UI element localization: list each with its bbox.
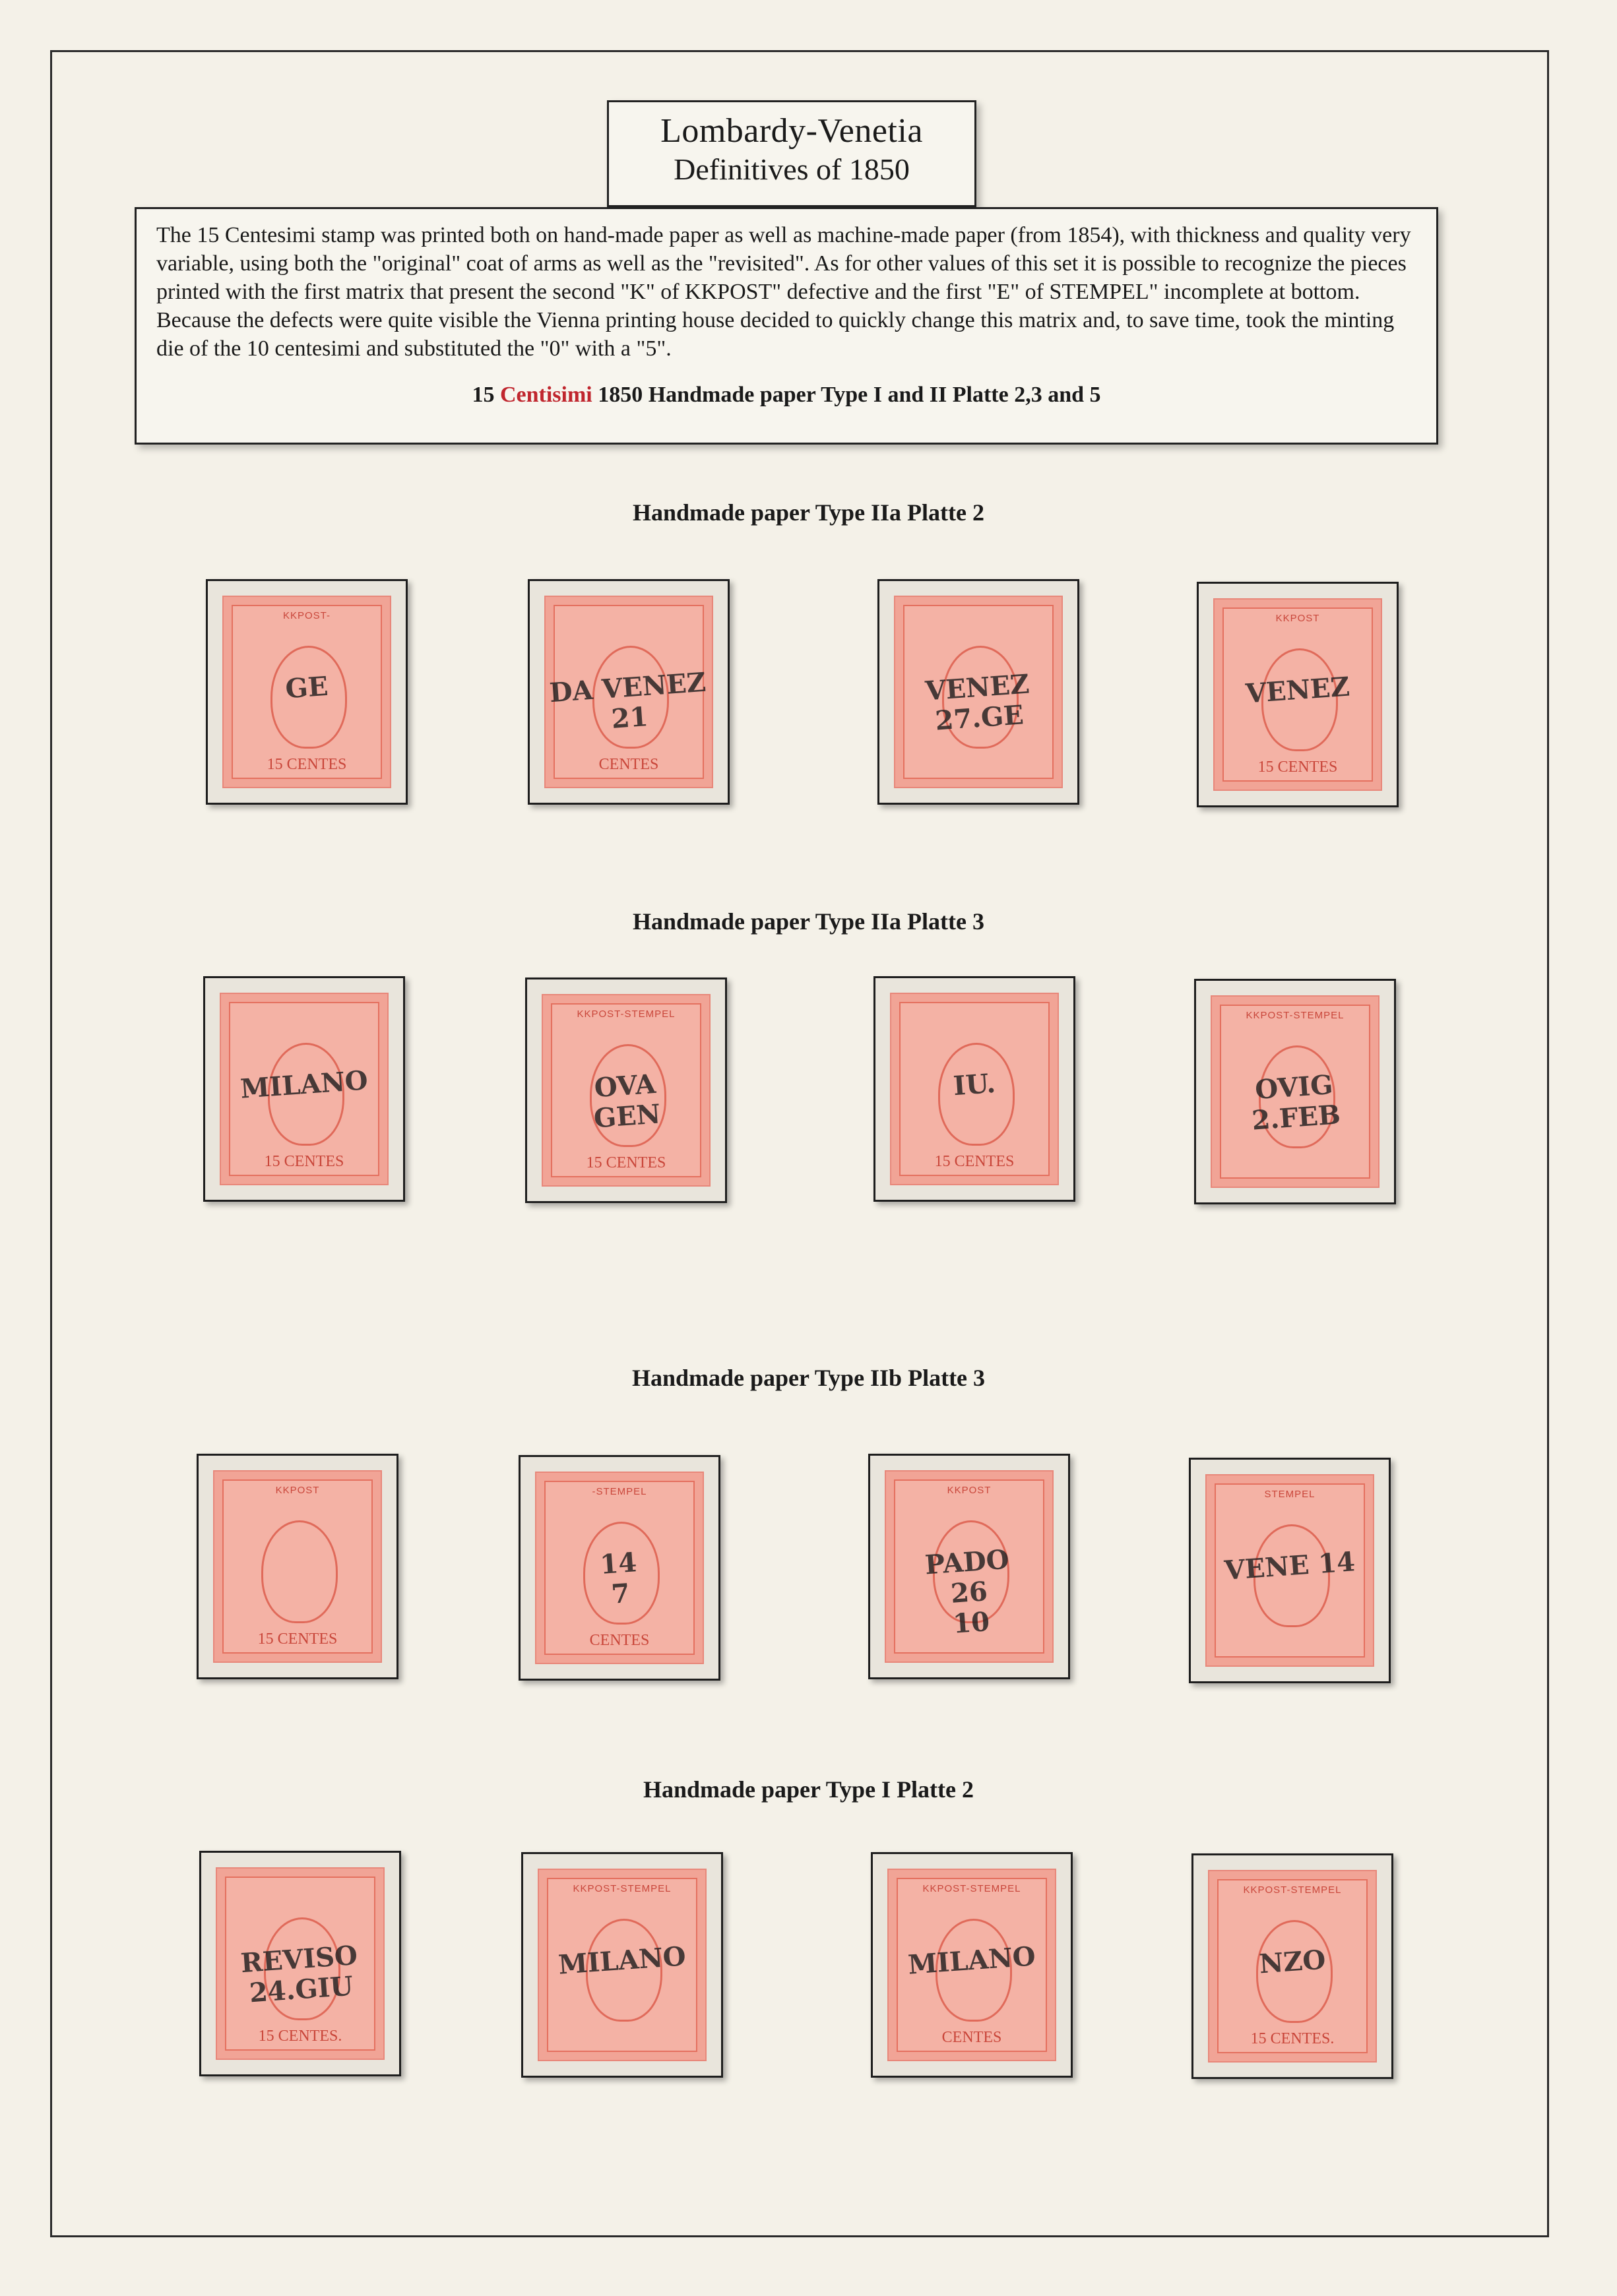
stamp-mount [525, 977, 727, 1203]
stamp-value: CENTES [589, 1632, 650, 1649]
stamp-value: 15 CENTES [267, 756, 347, 773]
stamp [1208, 1870, 1377, 2063]
heading-post: 1850 Handmade paper Type I and II Platte 2,3 and 5 [592, 383, 1101, 407]
stamp [222, 596, 391, 788]
stamp-mount [199, 1851, 401, 2076]
stamp-mount [528, 579, 730, 805]
cancel-mark: MILANO [906, 1940, 1037, 1981]
row-heading-3: Handmade paper Type IIb Platte 3 [631, 1365, 986, 1391]
stamp-top-text: KKPOST-STEMPEL [1246, 1010, 1345, 1021]
stamp [544, 596, 713, 788]
stamp-top-text: KKPOST-STEMPEL [577, 1008, 676, 1020]
heading-pre: 15 [472, 383, 500, 407]
stamp-top-text: KKPOST [947, 1485, 992, 1496]
stamp-value: 15 CENTES. [258, 2028, 342, 2045]
coat-of-arms-icon [261, 1520, 338, 1623]
stamp [538, 1869, 707, 2061]
stamp-mount [1197, 582, 1399, 807]
row-heading-4: Handmade paper Type I Platte 2 [643, 1776, 974, 1803]
cancel-mark: NZO [1258, 1944, 1327, 1980]
stamp-value: 15 CENTES [934, 1153, 1015, 1170]
stamp-value: CENTES [598, 756, 659, 773]
stamp-top-text: KKPOST [275, 1485, 320, 1496]
title-box [607, 100, 976, 207]
cancel-mark: PADO 26 10 [924, 1543, 1011, 1640]
stamp [220, 993, 389, 1185]
description-text: The 15 Centesimi stamp was printed both on hand-made paper as well as machine-made paper (from 1854), with thickness and quality very variable, using both the "original" coat of arms as well as the "revisited". As for other values of this set it is possible to recognize the pieces printed with the first matrix that present the second "K" of KKPOST" defective and the first "E" of STEMPEL" incomplete at bottom. Because the defects were quite visible the Vienna printing house decided to quickly change this matrix and, to save time, took the minting die of the 10 centesimi and substituted the "0" with a "5". [156, 223, 1411, 361]
stamp [890, 993, 1059, 1185]
stamp [1205, 1474, 1374, 1667]
stamp-mount [877, 579, 1079, 805]
stamp [894, 596, 1063, 788]
stamp-top-text: KKPOST- [282, 610, 331, 621]
stamp [885, 1470, 1054, 1663]
cancel-mark: OVA GEN [592, 1068, 662, 1134]
stamp-top-text: KKPOST-STEMPEL [573, 1883, 672, 1894]
stamp-value: 15 CENTES. [1250, 2030, 1335, 2047]
stamp [1213, 598, 1382, 791]
stamp [887, 1869, 1056, 2061]
stamp-mount [1191, 1853, 1393, 2079]
cancel-mark: VENEZ [1244, 671, 1351, 710]
row-heading-1: Handmade paper Type IIa Platte 2 [632, 499, 985, 526]
page-subtitle: Definitives of 1850 [674, 152, 910, 186]
stamp-mount [197, 1454, 398, 1679]
stamp-value: 15 CENTES [264, 1153, 344, 1170]
stamp-mount [519, 1455, 720, 1681]
stamp [213, 1470, 382, 1663]
cancel-mark: MILANO [239, 1065, 369, 1105]
cancel-mark: 14 7 [598, 1546, 638, 1610]
stamp-value: 15 CENTES [586, 1154, 666, 1171]
cancel-mark: VENE 14 [1223, 1545, 1356, 1586]
stamp [216, 1867, 385, 2060]
stamp-mount [873, 976, 1075, 1202]
stamp-mount [1194, 979, 1396, 1204]
stamp-mount [521, 1852, 723, 2078]
stamp-value: 15 CENTES [257, 1630, 338, 1648]
cancel-mark: DA VENEZ 21 [548, 666, 707, 735]
heading-red: Centisimi [499, 383, 592, 407]
cancel-mark: VENEZ 27.GE [924, 668, 1030, 737]
stamp [1211, 995, 1379, 1188]
cancel-mark: GE [284, 670, 329, 704]
description-heading [156, 383, 1416, 408]
stamp-mount [206, 579, 408, 805]
stamp-mount [871, 1852, 1073, 2078]
stamp-mount [1189, 1458, 1391, 1683]
stamp-top-text: KKPOST-STEMPEL [1243, 1884, 1342, 1896]
description-box [135, 207, 1438, 445]
cancel-mark: MILANO [557, 1940, 687, 1981]
stamp-value: CENTES [941, 2029, 1002, 2046]
stamp-top-text: -STEMPEL [592, 1486, 647, 1497]
stamp-top-text: KKPOST-STEMPEL [922, 1883, 1021, 1894]
stamp [535, 1472, 704, 1664]
page-title: Lombardy-Venetia [660, 112, 923, 150]
stamp-mount [203, 976, 405, 1202]
stamp-top-text: KKPOST [1275, 613, 1320, 624]
stamp-top-text: STEMPEL [1264, 1489, 1316, 1500]
row-heading-2: Handmade paper Type IIa Platte 3 [632, 908, 985, 935]
stamp [542, 994, 711, 1187]
cancel-mark: OVIG 2.FEB [1250, 1069, 1342, 1136]
stamp-value: 15 CENTES [1257, 759, 1338, 776]
cancel-mark: REVISO 24.GIU [239, 1939, 359, 2009]
stamp-mount [868, 1454, 1070, 1679]
cancel-mark: IU. [952, 1067, 997, 1101]
